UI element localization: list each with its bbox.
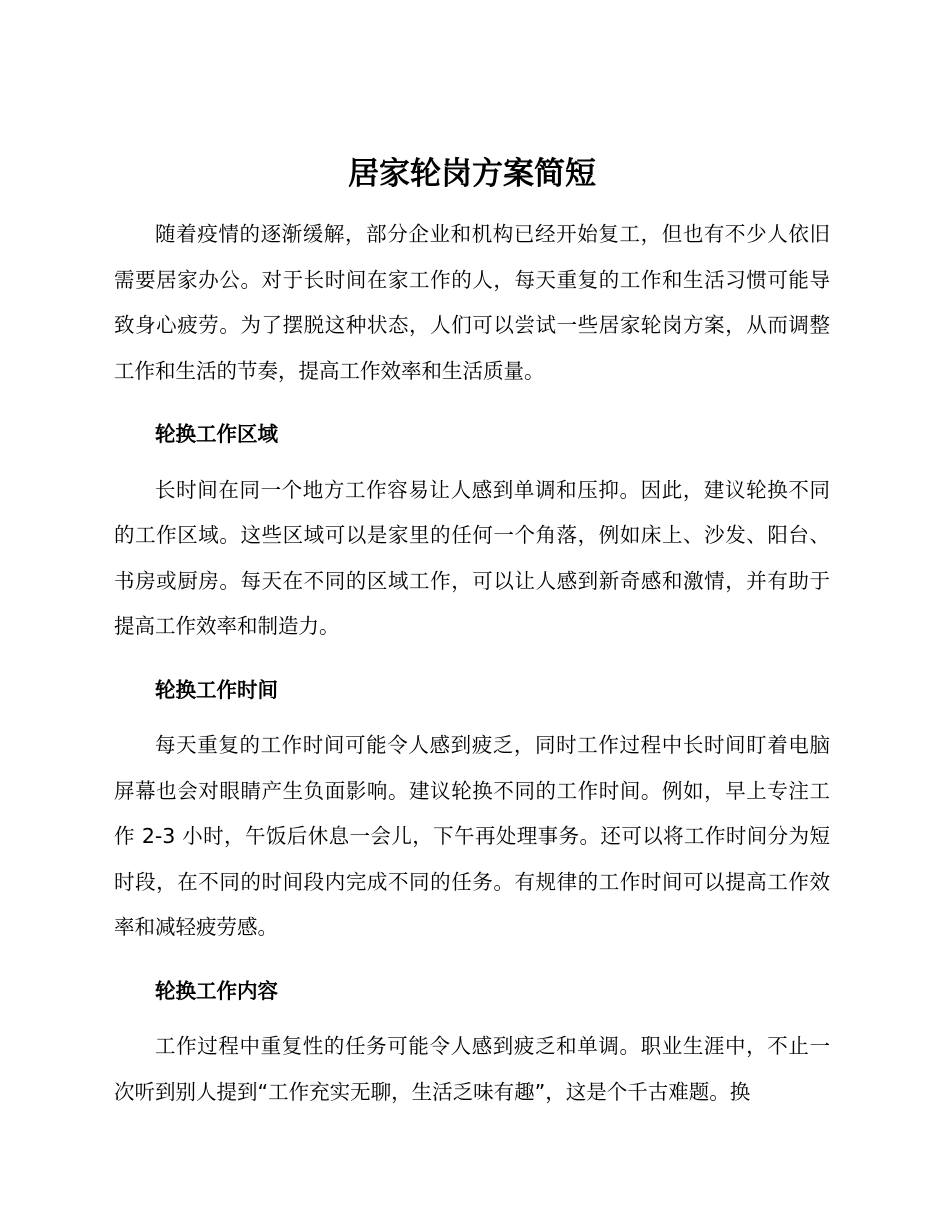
intro-paragraph: 随着疫情的逐渐缓解，部分企业和机构已经开始复工，但也有不少人依旧需要居家办公。对于长时间在家工作的人，每天重复的工作和生活习惯可能导致身心疲劳。为了摆脱这种状态，人们可以尝试一些居家轮岗方案，从而调整工作和生活的节奏，提高工作效率和生活质量。 — [114, 222, 830, 383]
section-body-work-area: 长时间在同一个地方工作容易让人感到单调和压抑。因此，建议轮换不同的工作区域。这些区域可以是家里的任何一个角落，例如床上、沙发、阳台、书房或厨房。每天在不同的区域工作，可以让人感到新奇感和激情，并有助于提高工作效率和制造力。 — [114, 477, 830, 638]
section-heading-work-area: 轮换工作区域 — [155, 422, 278, 446]
document-title: 居家轮岗方案简短 — [348, 156, 596, 192]
section-heading-work-content: 轮换工作内容 — [155, 978, 278, 1003]
document-page — [114, 148, 830, 1115]
section-heading-work-time: 轮换工作时间 — [155, 677, 278, 702]
section-spacer — [114, 394, 830, 402]
section-body-work-content: 工作过程中重复性的任务可能令人感到疲乏和单调。职业生涯中，不止一次听到别人提到“工作充实无聊，生活乏味有趣”，这是个千古难题。换 — [114, 1034, 830, 1104]
section-spacer — [114, 951, 830, 959]
section-spacer — [114, 650, 830, 658]
section-body-work-time: 每天重复的工作时间可能令人感到疲乏，同时工作过程中长时间盯着电脑屏幕也会对眼睛产生负面影响。建议轮换不同的工作时间。例如，早上专注工作 2-3 小时，午饭后休息一会儿，下午再处理事务。还可以将工作时间分为短时段，在不同的时间段内完成不同的任务。有规律的工作时间可以提高工作效率和减轻疲劳感。 — [114, 733, 830, 939]
